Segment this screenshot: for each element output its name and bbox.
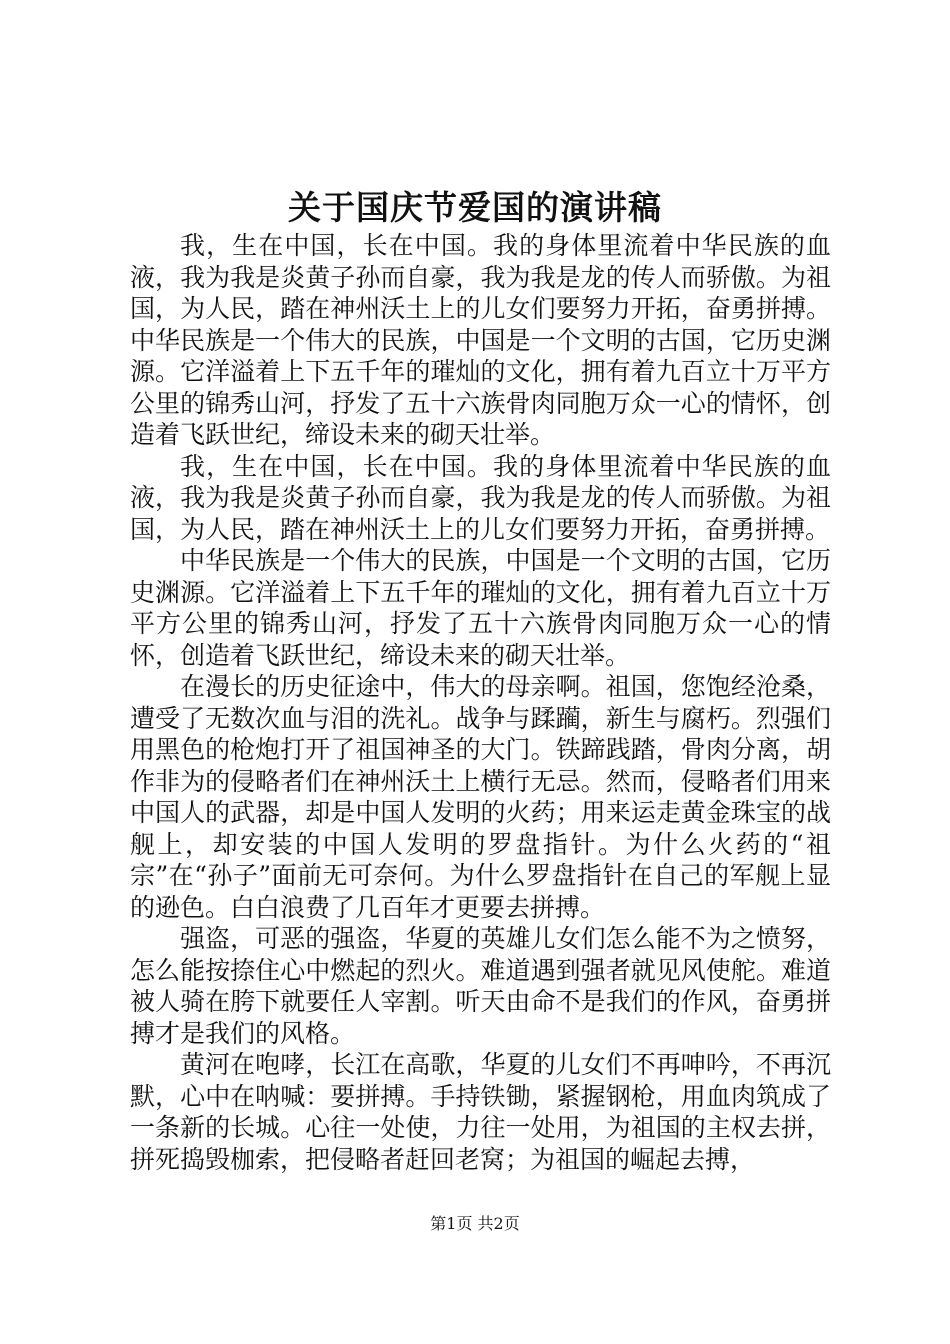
paragraph-6: 黄河在咆哮，长江在高歌，华夏的儿女们不再呻吟，不再沉默，心中在呐喊：要拼搏。手持铁锄，紧握钢枪，用血肉筑成了一条新的长城。心往一处使，力往一处用，为祖国的主权去拼，拼死捣毁枷索，把侵略者赶回老窝；为祖国的崛起去搏， bbox=[130, 1050, 831, 1174]
paragraph-1: 我，生在中国，长在中国。我的身体里流着中华民族的血液，我为我是炎黄子孙而自豪，我为我是龙的传人而骄傲。为祖国，为人民，踏在神州沃土上的儿女们要努力开拓，奋勇拼搏。中华民族是一个伟大的民族，中国是一个文明的古国，它历史渊源。它洋溢着上下五千年的璀灿的文化，拥有着九百立十万平方公里的锦秀山河，抒发了五十六族骨肉同胞万众一心的情怀，创造着飞跃世纪，缔设未来的砌天壮举。 bbox=[130, 231, 831, 449]
paragraph-2: 我，生在中国，长在中国。我的身体里流着中华民族的血液，我为我是炎黄子孙而自豪，我为我是龙的传人而骄傲。为祖国，为人民，踏在神州沃土上的儿女们要努力开拓，奋勇拼搏。 bbox=[130, 451, 831, 544]
document-title: 关于国庆节爱国的演讲稿 bbox=[288, 188, 662, 227]
paragraph-4: 在漫长的历史征途中，伟大的母亲啊。祖国，您饱经沧桑，遭受了无数次血与泪的洗礼。战争与蹂躏，新生与腐朽。烈强们用黑色的枪炮打开了祖国神圣的大门。铁蹄践踏，骨肉分离，胡作非为的侵略者们在神州沃土上横行无忌。然而，侵略者们用来中国人的武器，却是中国人发明的火药；用来运走黄金珠宝的战舰上，却安装的中国人发明的罗盘指针。为什么火药的“祖宗”在“孙子”面前无可奈何。为什么罗盘指针在自己的军舰上显的逊色。白白浪费了几百年才更要去拼搏。 bbox=[130, 672, 831, 922]
page-number-footer: 第1页 共2页 bbox=[430, 1214, 520, 1233]
paragraph-3: 中华民族是一个伟大的民族，中国是一个文明的古国，它历史渊源。它洋溢着上下五千年的璀灿的文化，拥有着九百立十万平方公里的锦秀山河，抒发了五十六族骨肉同胞万众一心的情怀，创造着飞跃世纪，缔设未来的砌天壮举。 bbox=[130, 546, 831, 670]
document-body bbox=[130, 230, 831, 1175]
paragraph-5: 强盗，可恶的强盗，华夏的英雄儿女们怎么能不为之愤努，怎么能按捺住心中燃起的烈火。难道遇到强者就见风使舵。难道被人骑在胯下就要任人宰割。听天由命不是我们的作风，奋勇拼搏才是我们的风格。 bbox=[130, 924, 831, 1048]
